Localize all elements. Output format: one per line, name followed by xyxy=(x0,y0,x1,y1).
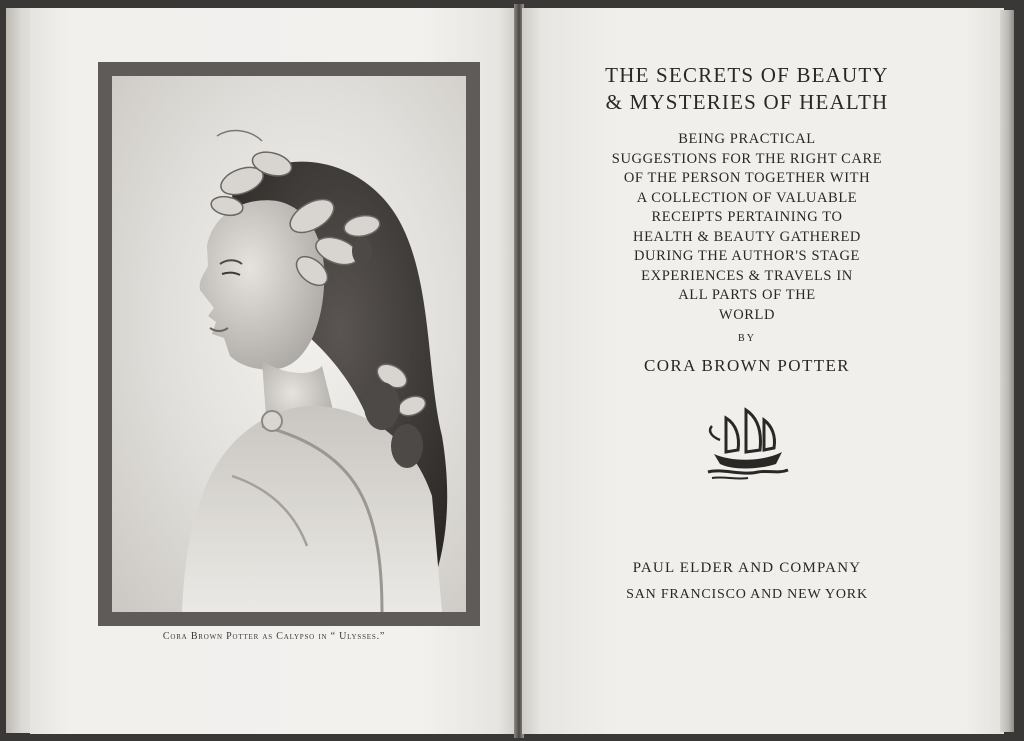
subtitle xyxy=(522,130,972,325)
frontispiece-caption: Cora Brown Potter as Calypso in “ Ulysses.” xyxy=(162,631,386,642)
ship-icon xyxy=(702,402,792,482)
right-page-edges xyxy=(1000,10,1014,732)
title-page xyxy=(522,62,972,482)
publisher-block xyxy=(522,560,972,603)
subtitle-line: ALL PARTS OF THE xyxy=(678,287,816,303)
publisher-name: PAUL ELDER AND COMPANY xyxy=(632,560,862,576)
subtitle-line: DURING THE AUTHOR'S STAGE xyxy=(633,248,861,264)
subtitle-line: EXPERIENCES & TRAVELS IN xyxy=(641,267,853,284)
subtitle-line: SUGGESTIONS FOR THE RIGHT CARE xyxy=(611,150,883,167)
title-line-2: & MYSTERIES OF HEALTH xyxy=(605,90,889,114)
frontispiece-plate xyxy=(98,62,480,626)
subtitle-line: BEING PRACTICAL xyxy=(678,131,816,147)
byline-by: BY xyxy=(738,333,756,344)
portrait-illustration xyxy=(112,76,466,612)
subtitle-line: OF THE PERSON TOGETHER WITH xyxy=(623,170,871,186)
title-line-1: THE SECRETS OF BEAUTY xyxy=(605,63,889,87)
publisher-cities: SAN FRANCISCO AND NEW YORK xyxy=(626,587,868,602)
portrait-photo xyxy=(112,76,466,612)
subtitle-line: RECEIPTS PERTAINING TO xyxy=(651,209,843,225)
subtitle-line: WORLD xyxy=(718,306,776,323)
subtitle-line: A COLLECTION OF VALUABLE xyxy=(636,189,858,206)
author-name: CORA BROWN POTTER xyxy=(643,356,851,375)
subtitle-line: HEALTH & BEAUTY GATHERED xyxy=(633,228,861,245)
